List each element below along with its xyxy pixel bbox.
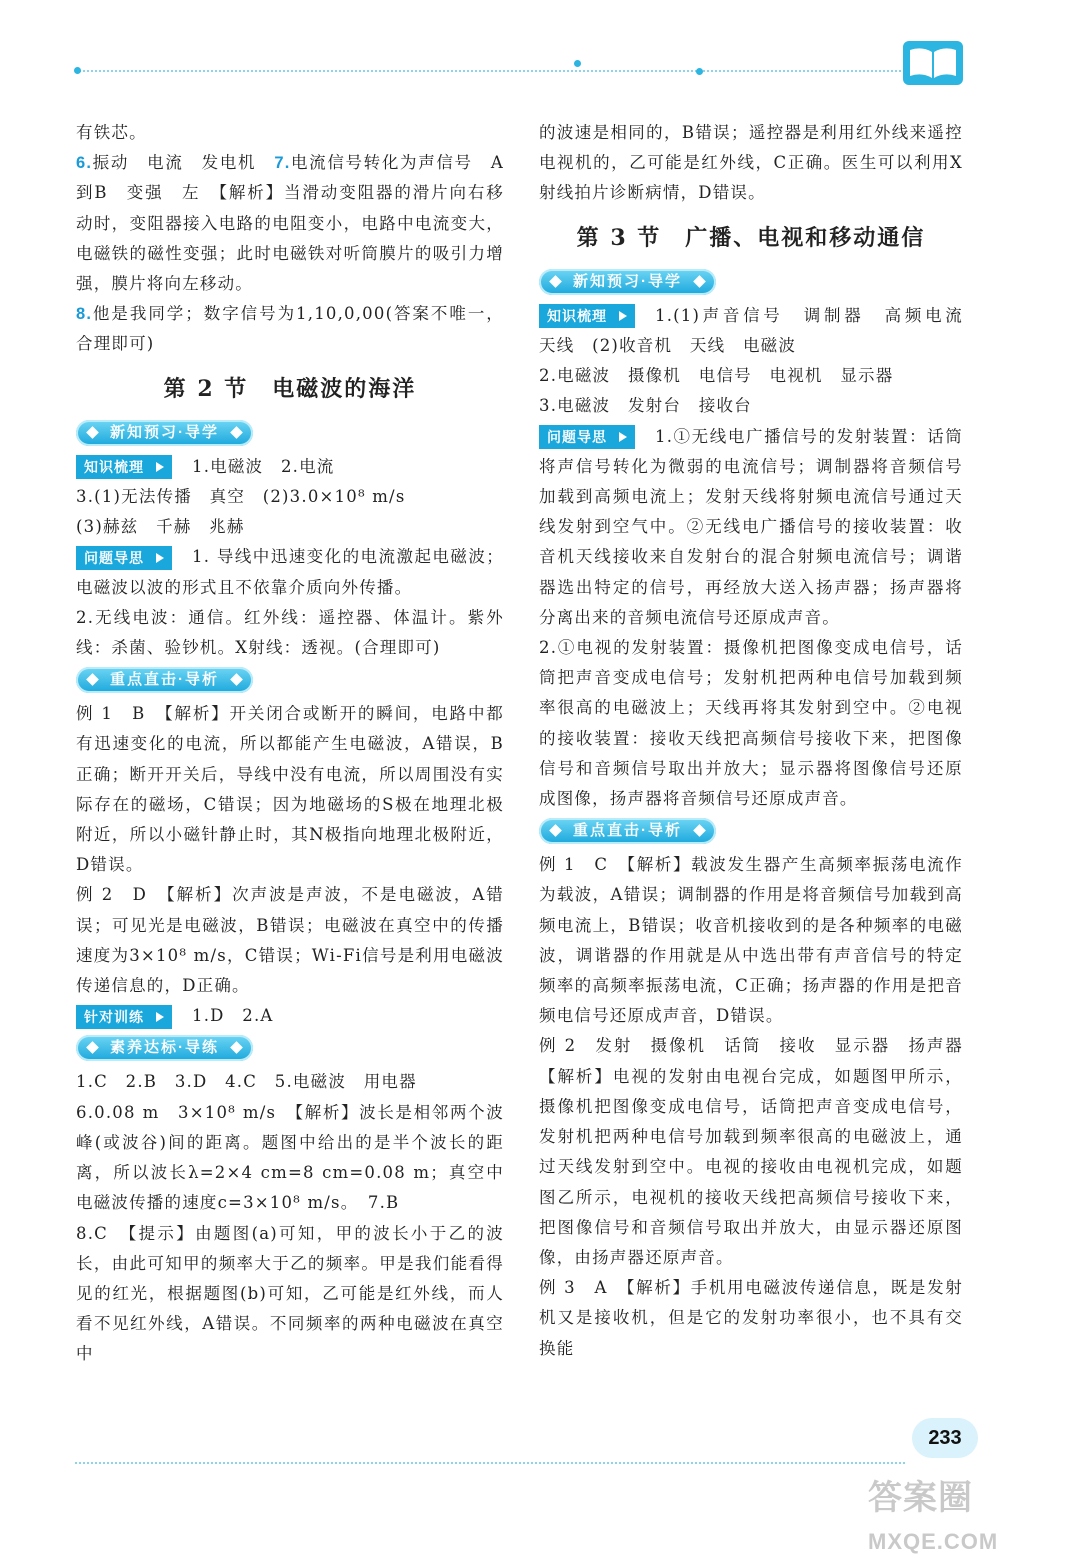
banner-label: 重点直击·导析 <box>110 671 219 689</box>
item-num: 8. <box>76 305 93 324</box>
knowledge-3: 3.电磁波 发射台 接收台 <box>539 396 752 416</box>
question-row <box>76 542 504 602</box>
diamond-icon <box>230 673 243 686</box>
banner-key <box>76 667 253 693</box>
continued-text: 的波速是相同的，B错误；遥控器是利用红外线来遥控电视机的，乙可能是红外线，C正确。医生可以利用X射线拍片诊断病情，D错误。 <box>539 123 963 203</box>
tag-knowledge: 知识梳理 <box>539 304 635 328</box>
intro-line: 有铁芯。 <box>76 123 147 142</box>
diamond-icon <box>230 426 243 439</box>
literacy-8: 8.C 【提示】由题图(a)可知，甲的波长小于乙的波长，由此可知甲的频率大于乙的频率。甲是我们能看得见的红光，根据题图(b)可知，乙可能是红外线，而人看不见红外线，A错误。不同频率的两种电磁波在真空中 <box>76 1223 504 1364</box>
question-2: 2.无线电波：通信。红外线：遥控器、体温计。紫外线：杀菌、验钞机。X射线：透视。(合理即可) <box>76 607 504 658</box>
banner-label: 重点直击·导析 <box>573 822 682 840</box>
question-1: 1.①无线电广播信号的发射装置：话筒将声信号转化为微弱的电流信号；调制器将音频信号加载到高频电流上；发射天线将射频电流信号通过天线发射到空气中。②无线电广播信号的接收装置：收音机天线接收来自发射台的混合射频电流信号；调谐器选出特定的信号，再经放大送入扬声器；扬声器将分离出来的音频电流信号还原成声音。 <box>539 426 963 627</box>
item-text: 他是我同学；数字信号为1,10,0,00(答案不唯一，合理即可) <box>76 304 504 354</box>
item-text: 电流信号转化为声信号 A到B 变强 左 【解析】当滑动变阻器的滑片向右移动时，变阻器接入电路的电阻变小，电路中电流变大，电磁铁的磁性变强；此时电磁铁对听筒膜片的吸引力增强，膜片将向左移动。 <box>76 153 504 294</box>
knowledge-1: 1.(1)声音信号 调制器 高频电流 天线 (2)收音机 天线 电磁波 <box>539 305 981 356</box>
banner-label: 素养达标·导练 <box>110 1039 219 1057</box>
tag-knowledge: 知识梳理 <box>76 455 172 479</box>
training-text: 1.D 2.A <box>192 1006 274 1026</box>
example-2: 例 2 D 【解析】次声波是声波，不是电磁波，A错误；可见光是电磁波，B错误；电磁波在真空中的传播速度为3×10⁸ m/s，C错误；Wi-Fi信号是利用电磁波传递信息的，D正确。 <box>76 885 504 996</box>
watermark-url: MXQE.COM <box>868 1529 999 1554</box>
diamond-icon <box>549 824 562 837</box>
banner-key <box>539 818 716 844</box>
decor-dot <box>696 68 703 75</box>
tag-question: 问题导思 <box>76 546 172 570</box>
answer-8 <box>76 299 504 359</box>
knowledge-2: 2.电磁波 摄像机 电信号 电视机 显示器 <box>539 366 894 386</box>
question-1: 1. 导线中迅速变化的电流激起电磁波；电磁波以波的形式且不依靠介质向外传播。 <box>76 547 504 597</box>
knowledge-3: 3.(1)无法传播 真空 (2)3.0×10⁸ m/s <box>76 487 406 507</box>
item-num: 6. <box>76 154 93 173</box>
watermark <box>868 1470 998 1558</box>
diamond-icon <box>86 426 99 439</box>
literacy-6: 6.0.08 m 3×10⁸ m/s 【解析】波长是相邻两个波峰(或波谷)间的距离。题图中给出的是半个波长的距离，所以波长λ=2×4 cm=8 cm=0.08 m；真空中电磁波传播的速度c=3×10⁸ m/s。 7.B <box>76 1102 504 1213</box>
question-row <box>539 422 963 633</box>
open-book-icon <box>902 40 964 86</box>
knowledge-row <box>76 452 504 482</box>
section-2-title: 第 2 节 电磁波的海洋 <box>163 375 417 402</box>
diamond-icon <box>693 275 706 288</box>
banner-preview <box>539 269 716 295</box>
item-num: 7. <box>274 154 291 173</box>
bottom-dotted-rule <box>75 1462 905 1464</box>
left-column <box>76 118 504 1370</box>
banner-preview <box>76 420 253 446</box>
answer-6 <box>76 148 504 299</box>
diamond-icon <box>549 275 562 288</box>
example-1: 例 1 B 【解析】开关闭合或断开的瞬间，电路中都有迅速变化的电流，所以都能产生电磁波，A错误，B正确；断开开关后，导线中没有电流，所以周围没有实际存在的磁场，C错误；因为地磁场的S极在地理北极附近，所以小磁针静止时，其N极指向地理北极附近，D错误。 <box>76 704 504 875</box>
section-3-title: 第 3 节 广播、电视和移动通信 <box>576 224 926 251</box>
question-2: 2.①电视的发射装置：摄像机把图像变成电信号，话筒把声音变成电信号；发射机把两种电信号加载到频率很高的电磁波上；天线再将其发射到空中。②电视的接收装置：接收天线把高频信号接收下来，把图像信号和音频信号取出并放大；显示器将图像信号还原成图像，扬声器将音频信号还原成声音。 <box>539 638 963 809</box>
decor-dot <box>574 60 581 67</box>
top-dotted-rule <box>75 70 905 72</box>
decor-dot <box>74 67 81 74</box>
knowledge-3b: (3)赫兹 千赫 兆赫 <box>76 517 245 537</box>
right-column <box>539 118 981 1364</box>
banner-label: 新知预习·导学 <box>110 423 219 441</box>
knowledge-text: 1.电磁波 2.电流 <box>192 456 335 476</box>
diamond-icon <box>230 1042 243 1055</box>
watermark-name: 答案圈 <box>868 1479 973 1517</box>
knowledge-row <box>539 301 981 361</box>
banner-literacy <box>76 1035 253 1061</box>
page-number: 233 <box>912 1418 978 1458</box>
item-text: 振动 电流 发电机 <box>92 153 275 173</box>
training-row <box>76 1001 504 1031</box>
diamond-icon <box>86 1042 99 1055</box>
literacy-1: 1.C 2.B 3.D 4.C 5.电磁波 用电器 <box>76 1072 417 1092</box>
banner-label: 新知预习·导学 <box>573 272 682 290</box>
diamond-icon <box>693 824 706 837</box>
example-3: 例 3 A 【解析】手机用电磁波传递信息，既是发射机又是接收机，但是它的发射功率很小，也不具有交换能 <box>539 1278 963 1358</box>
example-2: 例 2 发射 摄像机 话筒 接收 显示器 扬声器 【解析】电视的发射由电视台完成，如题图甲所示，摄像机把图像变成电信号，话筒把声音变成电信号，发射机把两种电信号加载到频率很高的电磁波上，通过天线发射到空中。电视的接收由电视机完成，如题图乙所示，电视机的接收天线把高频信号接收下来，把图像信号和音频信号取出并放大，由显示器还原图像，由扬声器还原声音。 <box>539 1036 981 1267</box>
tag-training: 针对训练 <box>76 1005 172 1029</box>
tag-question: 问题导思 <box>539 425 635 449</box>
example-1: 例 1 C 【解析】载波发生器产生高频率振荡电流作为载波，A错误；调制器的作用是将音频信号加载到高频电流上，B错误；收音机接收到的是各种频率的电磁波，调谐器的作用就是从中选出带有声音信号的特定频率的高频率振荡电流，C正确；扬声器的作用是把音频电信号还原成声音，D错误。 <box>539 855 963 1026</box>
diamond-icon <box>86 673 99 686</box>
